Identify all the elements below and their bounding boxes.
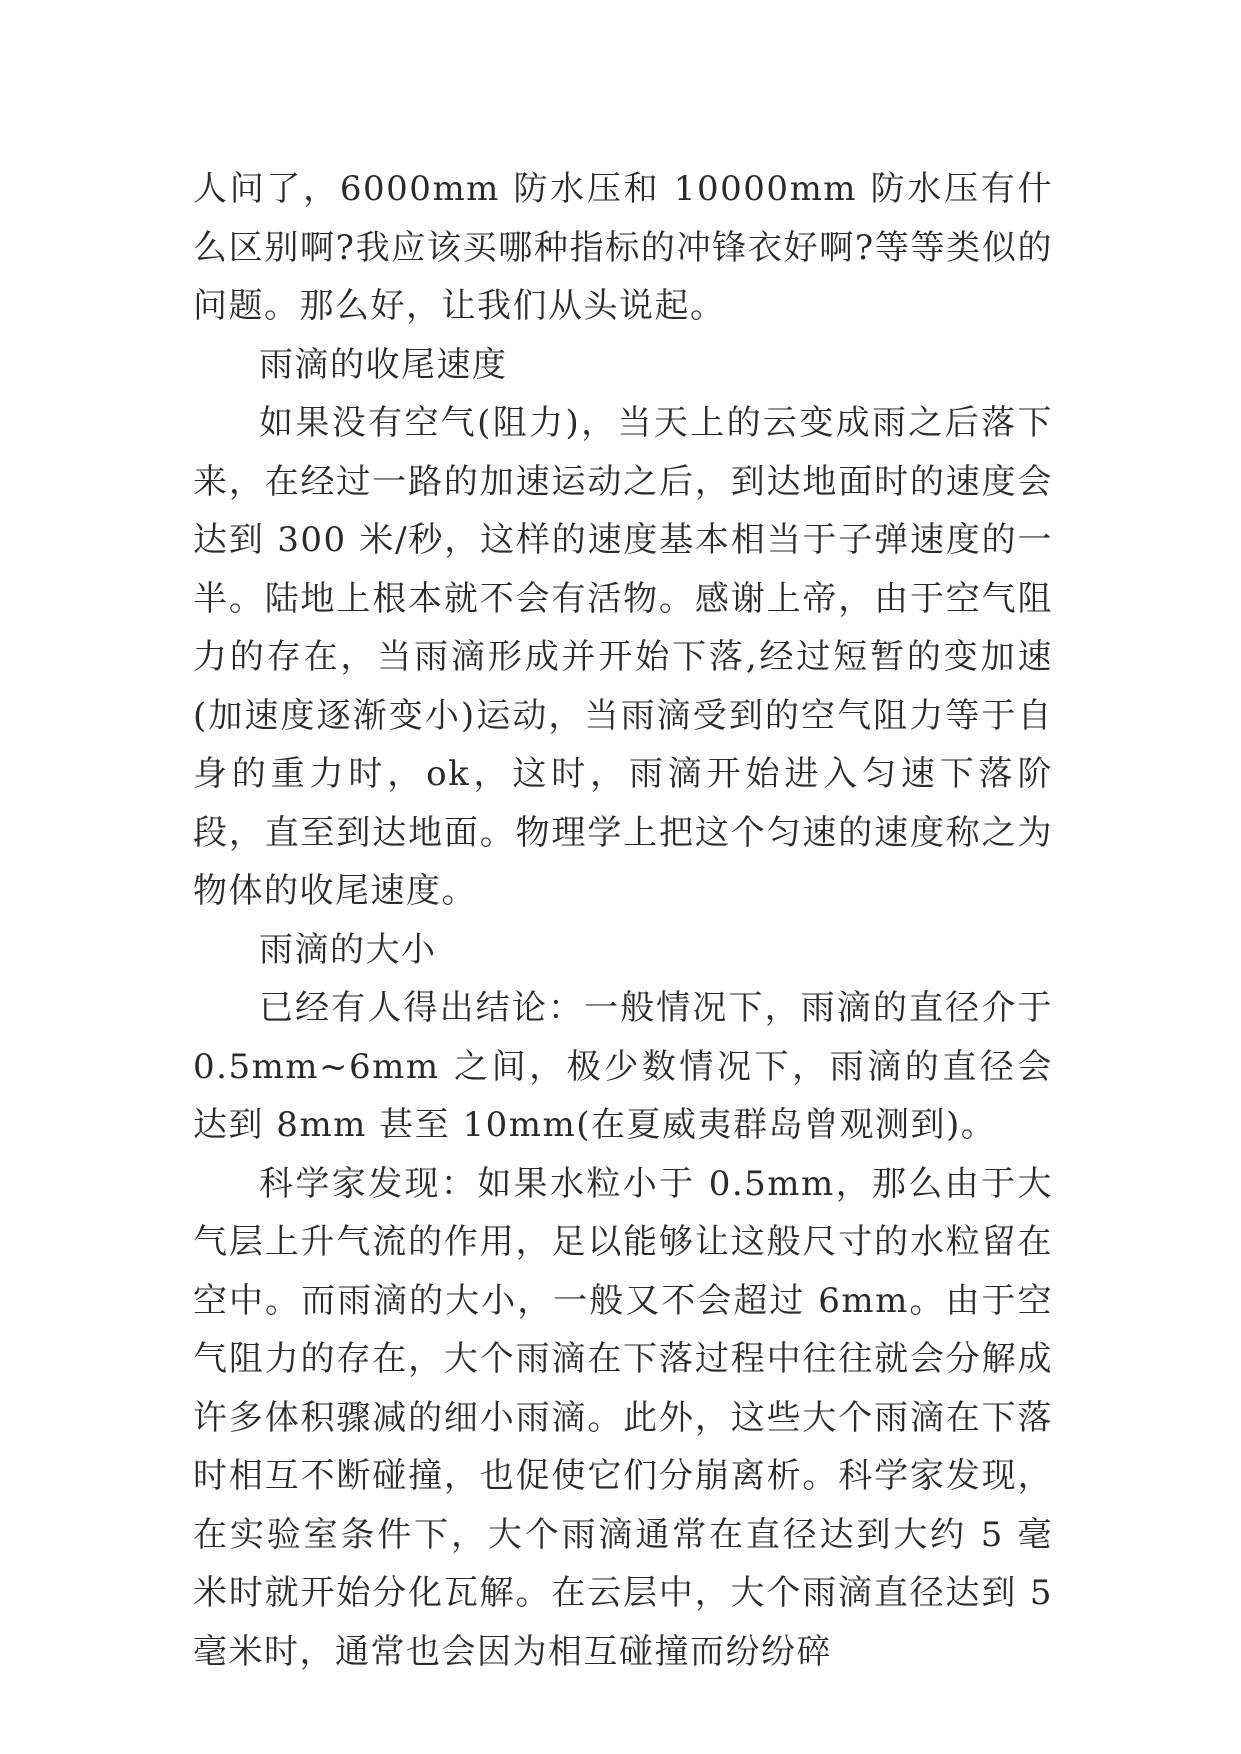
body-text xyxy=(193,160,1053,1681)
paragraph-scientist-findings: 科学家发现：如果水粒小于 0.5mm，那么由于大气层上升气流的作用，足以能够让这般尺寸的水粒留在空中。而雨滴的大小，一般又不会超过 6mm。由于空气阻力的存在，大个雨滴在下落过程中往往就会分解成许多体积骤减的细小雨滴。此外，这些大个雨滴在下落时相互不断碰撞，也促使它们分崩离析。科学家发现，在实验室条件下，大个雨滴通常在直径达到大约 5 毫米时就开始分化瓦解。在云层中，大个雨滴直径达到 5 毫米时，通常也会因为相互碰撞而纷纷碎 xyxy=(193,1163,1053,1672)
paragraph-raindrop-diameter: 已经有人得出结论：一般情况下，雨滴的直径介于 0.5mm~6mm 之间，极少数情况下，雨滴的直径会达到 8mm 甚至 10mm(在夏威夷群岛曾观测到)。 xyxy=(193,988,1053,1145)
section-heading-terminal-velocity: 雨滴的收尾速度 xyxy=(259,344,508,385)
paragraph-intro-continued: 人问了，6000mm 防水压和 10000mm 防水压有什么区别啊?我应该买哪种指标的冲锋衣好啊?等等类似的问题。那么好，让我们从头说起。 xyxy=(193,169,1053,326)
paragraph-terminal-velocity: 如果没有空气(阻力)，当天上的云变成雨之后落下来，在经过一路的加速运动之后，到达地面时的速度会达到 300 米/秒，这样的速度基本相当于子弹速度的一半。陆地上根本就不会有活物。感谢上帝，由于空气阻力的存在，当雨滴形成并开始下落,经过短暂的变加速(加速度逐渐变小)运动，当雨滴受到的空气阻力等于自身的重力时，ok，这时，雨滴开始进入匀速下落阶段，直至到达地面。物理学上把这个匀速的速度称之为物体的收尾速度。 xyxy=(193,403,1053,911)
section-heading-raindrop-size: 雨滴的大小 xyxy=(259,929,437,970)
